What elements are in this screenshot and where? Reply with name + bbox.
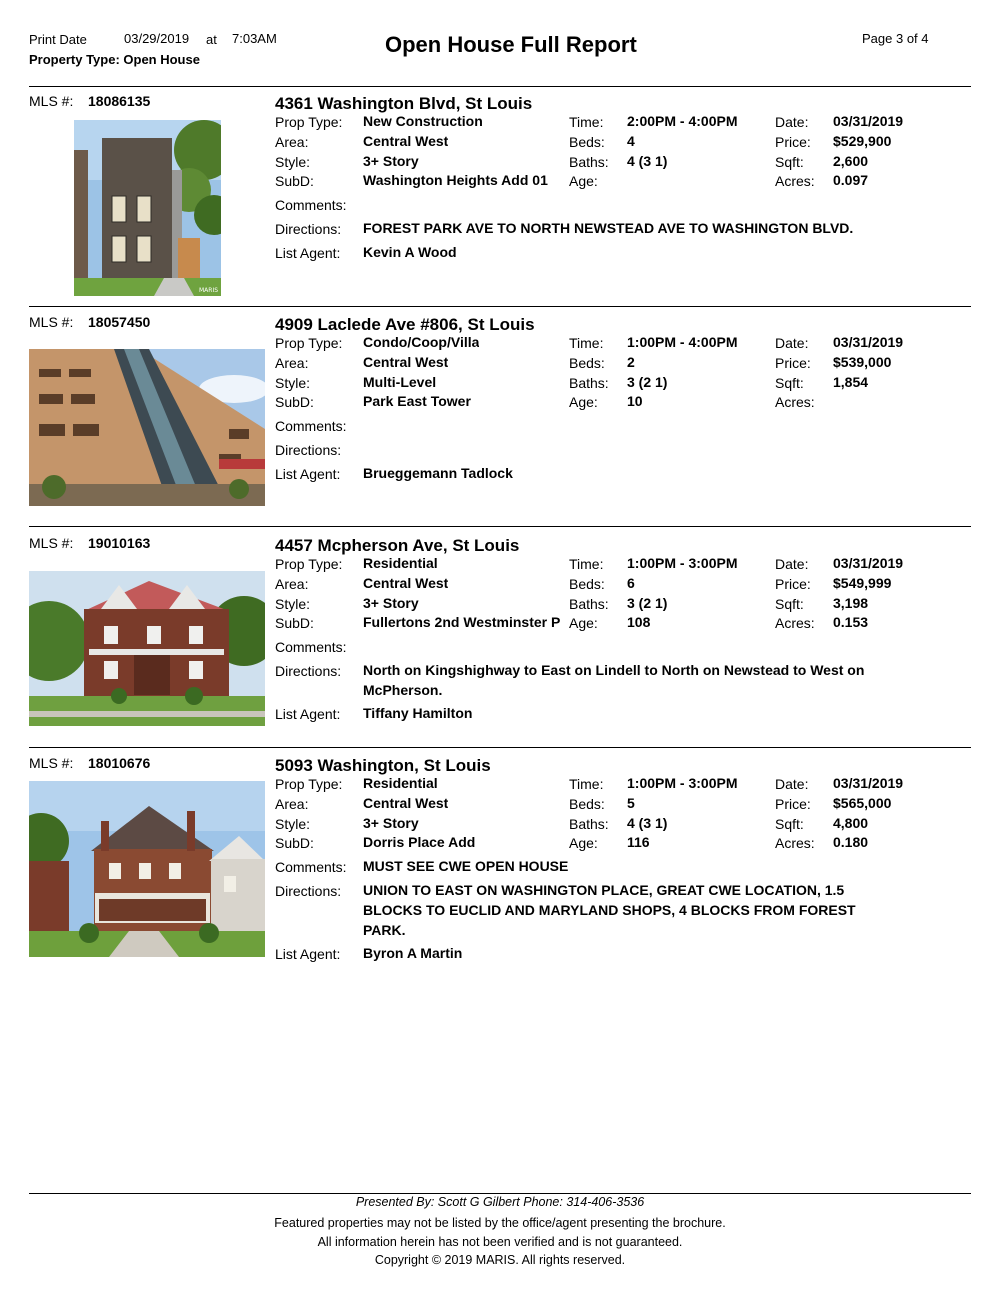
date-value: 03/31/2019 bbox=[833, 775, 904, 791]
print-date-label: Print Date bbox=[29, 32, 87, 47]
comments-label: Comments: bbox=[275, 197, 347, 213]
directions-value-line1: North on Kingshighway to East on Lindell to North on Newstead to West on bbox=[363, 662, 865, 678]
listing-photo[interactable] bbox=[29, 571, 265, 726]
beds-value: 4 bbox=[627, 133, 635, 149]
acres-label: Acres: bbox=[775, 394, 815, 410]
listing-address[interactable]: 5093 Washington, St Louis bbox=[275, 756, 491, 775]
age-label: Age: bbox=[569, 173, 598, 189]
mls-number: 19010163 bbox=[88, 535, 151, 551]
listing-address[interactable]: 4909 Laclede Ave #806, St Louis bbox=[275, 315, 535, 334]
subd-value: Dorris Place Add bbox=[363, 834, 476, 850]
price-label: Price: bbox=[775, 355, 811, 371]
subd-value: Fullertons 2nd Westminster P bbox=[363, 614, 561, 630]
baths-label: Baths: bbox=[569, 596, 609, 612]
page-number: Page 3 of 4 bbox=[862, 31, 929, 46]
mls-number: 18010676 bbox=[88, 755, 151, 771]
age-value: 116 bbox=[627, 834, 650, 850]
listing-address[interactable]: 4361 Washington Blvd, St Louis bbox=[275, 94, 533, 113]
comments-label: Comments: bbox=[275, 418, 347, 434]
list-agent-label: List Agent: bbox=[275, 466, 341, 482]
time-label: Time: bbox=[569, 776, 604, 792]
area-value: Central West bbox=[363, 575, 449, 591]
beds-label: Beds: bbox=[569, 355, 605, 371]
date-label: Date: bbox=[775, 556, 809, 572]
acres-label: Acres: bbox=[775, 615, 815, 631]
style-value: 3+ Story bbox=[363, 153, 419, 169]
listing-address[interactable]: 4457 Mcpherson Ave, St Louis bbox=[275, 536, 520, 555]
print-date: 03/29/2019 bbox=[124, 31, 190, 46]
prop-type-value: Residential bbox=[363, 555, 438, 571]
style-value: 3+ Story bbox=[363, 595, 419, 611]
sqft-value: 1,854 bbox=[833, 374, 869, 390]
directions-label: Directions: bbox=[275, 663, 342, 679]
style-label: Style: bbox=[275, 154, 311, 170]
age-label: Age: bbox=[569, 394, 598, 410]
area-label: Area: bbox=[275, 796, 309, 812]
baths-value: 3 (2 1) bbox=[627, 374, 668, 390]
date-value: 03/31/2019 bbox=[833, 334, 904, 350]
beds-value: 6 bbox=[627, 575, 635, 591]
baths-value: 4 (3 1) bbox=[627, 815, 668, 831]
beds-value: 2 bbox=[627, 354, 635, 370]
style-label: Style: bbox=[275, 816, 311, 832]
sqft-label: Sqft: bbox=[775, 154, 804, 170]
directions-label: Directions: bbox=[275, 883, 342, 899]
area-value: Central West bbox=[363, 354, 449, 370]
mls-number: 18086135 bbox=[88, 93, 151, 109]
mls-label: MLS #: bbox=[29, 535, 74, 551]
print-time: 7:03AM bbox=[232, 31, 277, 46]
baths-label: Baths: bbox=[569, 816, 609, 832]
directions-value-line2: McPherson. bbox=[363, 682, 443, 698]
sqft-value: 2,600 bbox=[833, 153, 869, 169]
directions-value-line2: BLOCKS TO EUCLID AND MARYLAND SHOPS, 4 BLOCKS FROM FOREST bbox=[363, 902, 856, 918]
beds-label: Beds: bbox=[569, 576, 605, 592]
beds-value: 5 bbox=[627, 795, 635, 811]
price-label: Price: bbox=[775, 576, 811, 592]
beds-label: Beds: bbox=[569, 796, 605, 812]
listing-card bbox=[0, 755, 1000, 975]
price-value: $565,000 bbox=[833, 795, 892, 811]
style-label: Style: bbox=[275, 375, 311, 391]
acres-label: Acres: bbox=[775, 173, 815, 189]
baths-value: 4 (3 1) bbox=[627, 153, 668, 169]
prop-type-value: Condo/Coop/Villa bbox=[363, 334, 480, 350]
area-value: Central West bbox=[363, 795, 449, 811]
prop-type-value: New Construction bbox=[363, 113, 483, 129]
acres-value: 0.153 bbox=[833, 614, 869, 630]
subd-label: SubD: bbox=[275, 615, 314, 631]
list-agent-value[interactable]: Tiffany Hamilton bbox=[363, 705, 473, 721]
prop-type-value: Residential bbox=[363, 775, 438, 791]
divider bbox=[29, 526, 971, 527]
listing-card bbox=[0, 93, 1000, 313]
mls-label: MLS #: bbox=[29, 755, 74, 771]
sqft-label: Sqft: bbox=[775, 596, 804, 612]
sqft-value: 4,800 bbox=[833, 815, 869, 831]
divider bbox=[29, 86, 971, 87]
directions-label: Directions: bbox=[275, 442, 342, 458]
footer-divider bbox=[29, 1193, 971, 1194]
acres-label: Acres: bbox=[775, 835, 815, 851]
prop-type-label: Prop Type: bbox=[275, 776, 343, 792]
date-value: 03/31/2019 bbox=[833, 113, 904, 129]
acres-value: 0.180 bbox=[833, 834, 869, 850]
price-label: Price: bbox=[775, 134, 811, 150]
price-label: Price: bbox=[775, 796, 811, 812]
photo-watermark: MARIS bbox=[199, 287, 219, 294]
list-agent-label: List Agent: bbox=[275, 706, 341, 722]
subd-label: SubD: bbox=[275, 835, 314, 851]
time-value: 2:00PM - 4:00PM bbox=[627, 113, 738, 129]
age-label: Age: bbox=[569, 615, 598, 631]
property-type-heading: Property Type: Open House bbox=[29, 52, 200, 67]
at-label: at bbox=[206, 32, 217, 47]
directions-value: FOREST PARK AVE TO NORTH NEWSTEAD AVE TO WASHINGTON BLVD. bbox=[363, 220, 854, 236]
prop-type-label: Prop Type: bbox=[275, 114, 343, 130]
subd-label: SubD: bbox=[275, 173, 314, 189]
listing-card bbox=[0, 535, 1000, 755]
listing-photo[interactable] bbox=[29, 349, 265, 506]
subd-value: Park East Tower bbox=[363, 393, 471, 409]
time-label: Time: bbox=[569, 556, 604, 572]
subd-label: SubD: bbox=[275, 394, 314, 410]
list-agent-value[interactable]: Kevin A Wood bbox=[363, 244, 457, 260]
divider bbox=[29, 306, 971, 307]
age-value: 10 bbox=[627, 393, 643, 409]
directions-value-line1: UNION TO EAST ON WASHINGTON PLACE, GREAT CWE LOCATION, 1.5 bbox=[363, 882, 845, 898]
time-value: 1:00PM - 3:00PM bbox=[627, 555, 738, 571]
list-agent-value[interactable]: Byron A Martin bbox=[363, 945, 463, 961]
prop-type-label: Prop Type: bbox=[275, 335, 343, 351]
age-label: Age: bbox=[569, 835, 598, 851]
style-value: 3+ Story bbox=[363, 815, 419, 831]
mls-label: MLS #: bbox=[29, 314, 74, 330]
comments-label: Comments: bbox=[275, 859, 347, 875]
date-label: Date: bbox=[775, 776, 809, 792]
disclaimer-line-2: All information herein has not been verified and is not guaranteed. bbox=[317, 1235, 683, 1249]
subd-value: Washington Heights Add 01 bbox=[363, 172, 548, 188]
disclaimer-line-1: Featured properties may not be listed by the office/agent presenting the brochure. bbox=[274, 1216, 726, 1230]
area-value: Central West bbox=[363, 133, 449, 149]
sqft-label: Sqft: bbox=[775, 375, 804, 391]
sqft-label: Sqft: bbox=[775, 816, 804, 832]
directions-label: Directions: bbox=[275, 221, 342, 237]
comments-label: Comments: bbox=[275, 639, 347, 655]
listing-photo[interactable] bbox=[74, 120, 221, 296]
style-value: Multi-Level bbox=[363, 374, 437, 390]
date-value: 03/31/2019 bbox=[833, 555, 904, 571]
time-value: 1:00PM - 3:00PM bbox=[627, 775, 738, 791]
area-label: Area: bbox=[275, 576, 309, 592]
sqft-value: 3,198 bbox=[833, 595, 869, 611]
price-value: $549,999 bbox=[833, 575, 892, 591]
listing-photo[interactable] bbox=[29, 781, 265, 957]
date-label: Date: bbox=[775, 335, 809, 351]
area-label: Area: bbox=[275, 355, 309, 371]
acres-value: 0.097 bbox=[833, 172, 869, 188]
area-label: Area: bbox=[275, 134, 309, 150]
list-agent-label: List Agent: bbox=[275, 245, 341, 261]
directions-value-line3: PARK. bbox=[363, 922, 406, 938]
time-label: Time: bbox=[569, 335, 604, 351]
divider bbox=[29, 747, 971, 748]
price-value: $539,000 bbox=[833, 354, 892, 370]
copyright: Copyright © 2019 MARIS. All rights reserved. bbox=[374, 1253, 626, 1267]
beds-label: Beds: bbox=[569, 134, 605, 150]
mls-label: MLS #: bbox=[29, 93, 74, 109]
date-label: Date: bbox=[775, 114, 809, 130]
listing-card bbox=[0, 314, 1000, 534]
time-value: 1:00PM - 4:00PM bbox=[627, 334, 738, 350]
age-value: 108 bbox=[627, 614, 651, 630]
mls-number: 18057450 bbox=[88, 314, 151, 330]
comments-value: MUST SEE CWE OPEN HOUSE bbox=[363, 858, 569, 874]
style-label: Style: bbox=[275, 596, 311, 612]
price-value: $529,900 bbox=[833, 133, 892, 149]
list-agent-label: List Agent: bbox=[275, 946, 341, 962]
list-agent-value[interactable]: Brueggemann Tadlock bbox=[363, 465, 513, 481]
baths-value: 3 (2 1) bbox=[627, 595, 668, 611]
prop-type-label: Prop Type: bbox=[275, 556, 343, 572]
presented-by: Presented By: Scott G Gilbert Phone: 314-406-3536 bbox=[355, 1195, 645, 1209]
page-title: Open House Full Report bbox=[385, 32, 637, 57]
baths-label: Baths: bbox=[569, 154, 609, 170]
time-label: Time: bbox=[569, 114, 604, 130]
baths-label: Baths: bbox=[569, 375, 609, 391]
